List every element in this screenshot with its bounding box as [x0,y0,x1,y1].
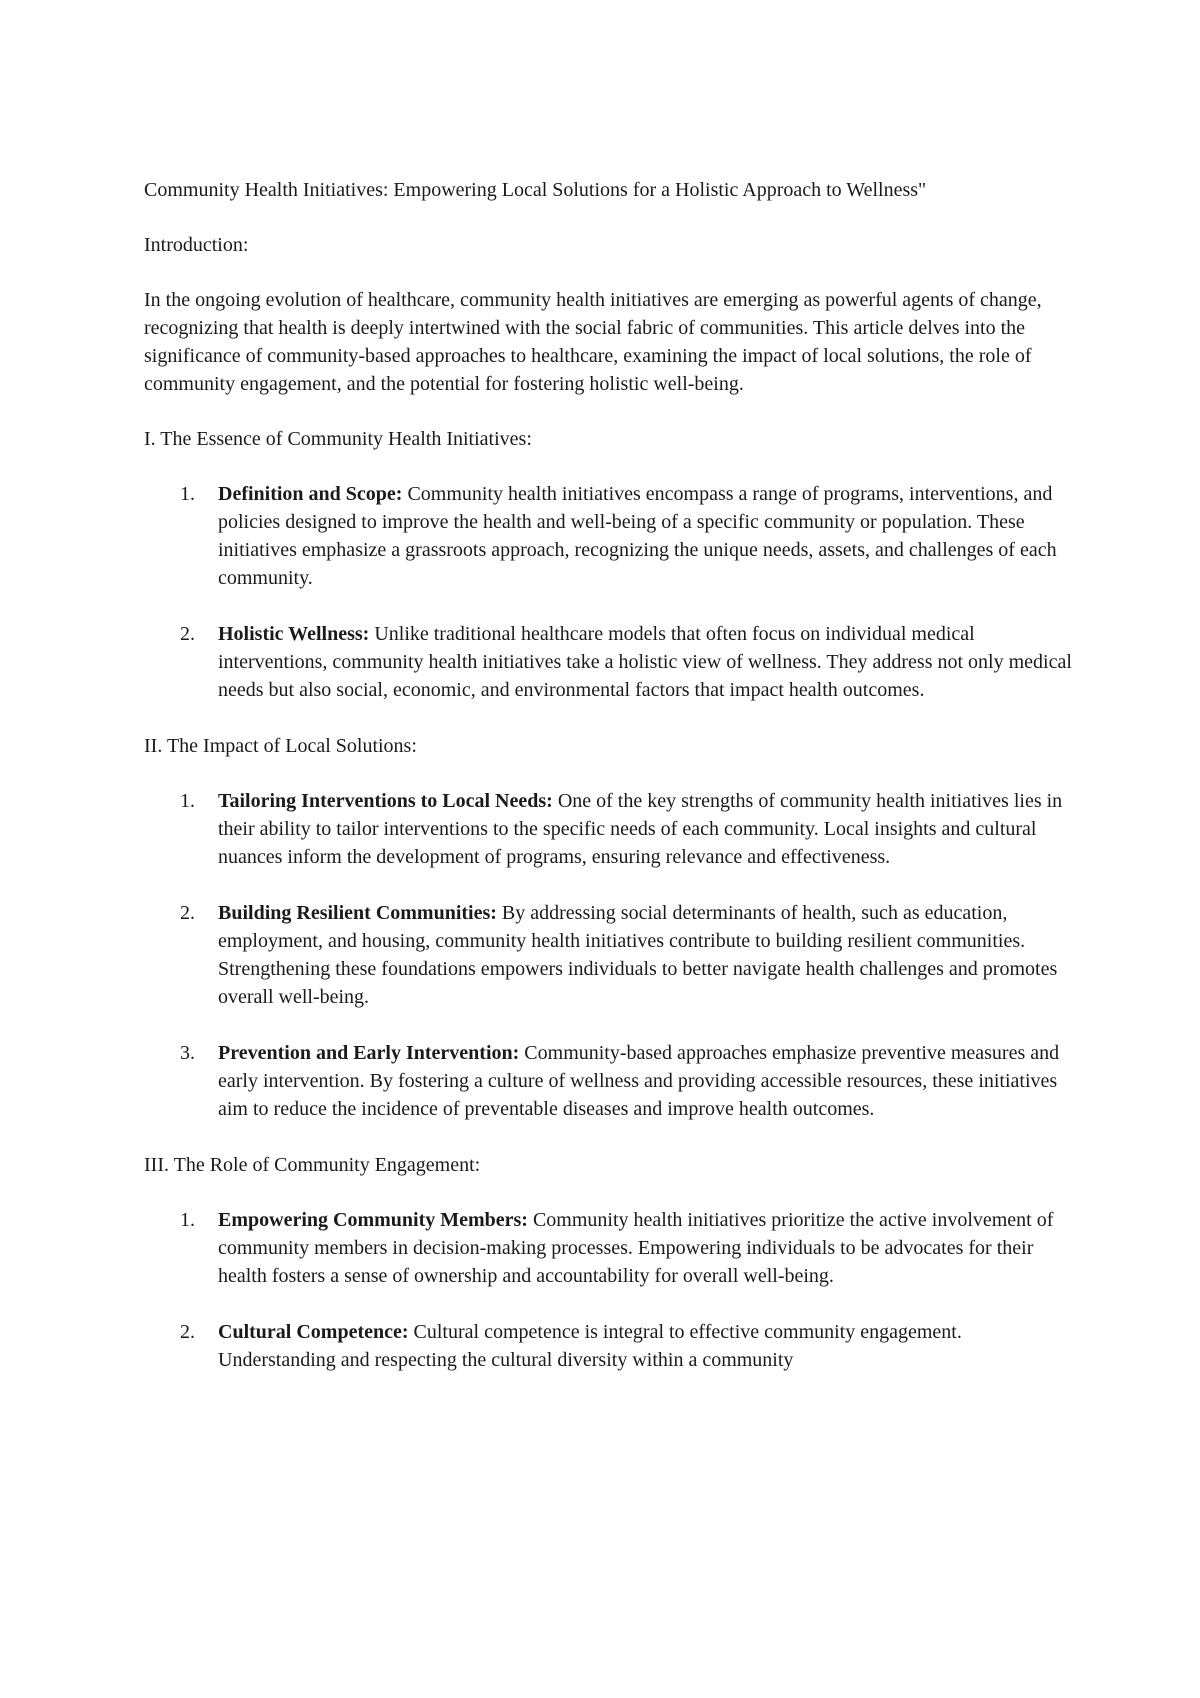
section-heading: III. The Role of Community Engagement: [144,1154,481,1176]
list-number: 3. [180,1042,195,1064]
list-number: 1. [180,483,195,505]
list-text: Cultural competence is integral to effective community engagement. Understanding and respecting the cultural diversity within a community [218,1321,962,1371]
section-list [144,1206,1074,1374]
list-term: Definition and Scope: [218,483,403,505]
list-item [144,620,1074,704]
list-text: By addressing social determinants of health, such as education, employment, and housing, community health initiatives contribute to building resilient communities. Strengthening these foundations empowers individuals to better navigate health challenges and promotes overall well-being. [218,902,1058,1008]
list-text: Community-based approaches emphasize preventive measures and early intervention. By fostering a culture of wellness and providing accessible resources, these initiatives aim to reduce the incidence of preventable diseases and improve health outcomes. [218,1042,1060,1120]
list-number: 2. [180,623,195,645]
document-page [144,176,1074,1402]
intro-heading: Introduction: [144,234,249,256]
list-item [144,480,1074,592]
list-term: Cultural Competence: [218,1321,409,1343]
list-text: One of the key strengths of community health initiatives lies in their ability to tailor interventions to the specific needs of each community. Local insights and cultural nuances inform the development of programs, ensuring relevance and effectiveness. [218,790,1063,868]
list-term: Tailoring Interventions to Local Needs: [218,790,553,812]
intro-paragraph: In the ongoing evolution of healthcare, community health initiatives are emerging as powerful agents of change, recognizing that health is deeply intertwined with the social fabric of communities. This article delves into the significance of community-based approaches to healthcare, examining the impact of local solutions, the role of community engagement, and the potential for fostering holistic well-being. [144,289,1042,395]
section-list [144,480,1074,704]
list-item [144,1039,1074,1123]
list-number: 1. [180,790,195,812]
list-text: Unlike traditional healthcare models that often focus on individual medical interventions, community health initiatives take a holistic view of wellness. They address not only medical needs but also social, economic, and environmental factors that impact health outcomes. [218,623,1072,701]
list-text: Community health initiatives prioritize the active involvement of community members in decision-making processes. Empowering individuals to be advocates for their health fosters a sense of ownership and accountability for overall well-being. [218,1209,1054,1287]
list-item [144,787,1074,871]
list-number: 2. [180,902,195,924]
list-term: Prevention and Early Intervention: [218,1042,520,1064]
list-text: Community health initiatives encompass a range of programs, interventions, and policies designed to improve the health and well-being of a specific community or population. These initiatives emphasize a grassroots approach, recognizing the unique needs, assets, and challenges of each community. [218,483,1057,589]
list-item [144,1318,1074,1374]
document-title: Community Health Initiatives: Empowering Local Solutions for a Holistic Approach to Wellness" [144,179,927,201]
list-term: Holistic Wellness: [218,623,370,645]
list-term: Empowering Community Members: [218,1209,528,1231]
list-number: 2. [180,1321,195,1343]
list-item [144,899,1074,1011]
list-number: 1. [180,1209,195,1231]
section-heading: II. The Impact of Local Solutions: [144,735,417,757]
section-heading: I. The Essence of Community Health Initiatives: [144,428,532,450]
list-item [144,1206,1074,1290]
list-term: Building Resilient Communities: [218,902,497,924]
section-list [144,787,1074,1123]
